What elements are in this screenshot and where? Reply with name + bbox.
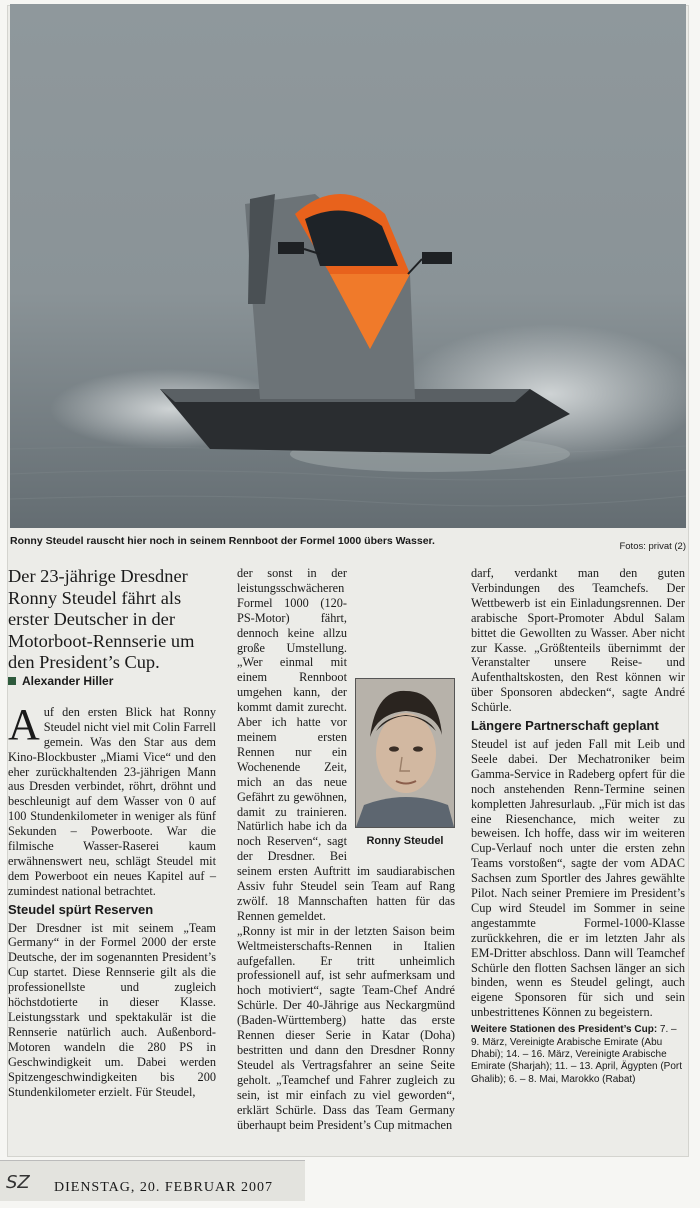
byline-square-icon (8, 677, 16, 685)
author-name: Alexander Hiller (22, 673, 114, 688)
paragraph-schuerle: „Ronny ist mir in der letzten Saison beim Weltmeisterschafts-Rennen in Italien aufgefallen. Er tritt unheimlich professionell auf, ist sehr aufmerksam und hoch motiviert“, sagte Team-Chef André Schürle. Der 40-Jährige aus Neckargmünd (Baden-Württemberg) hatte das erste Rennen dieser Serie in Katar (Doha) bestritten und dann den Dresdner Ronny Steudel als Vertragsfahrer an seine Seite geholt. „Teamchef und Fahrer zugleich zu sein, ist mir einfach zu viel geworden“, erklärt Schürle. Dass das Team Germany überhaupt beim President’s Cup mitmachen (237, 923, 455, 1132)
portrait-caption: Ronny Steudel (366, 835, 444, 847)
article-lead: Der 23-jährige Dresdner Ronny Steudel fährt als erster Deutscher in der Motorboot-Rennserie um den President’s Cup. (8, 566, 195, 673)
subhead-partnerschaft: Längere Partnerschaft geplant (471, 718, 659, 734)
race-stations (471, 1024, 685, 1086)
portrait-illustration (356, 679, 454, 827)
issue-date: DIENSTAG, 20. FEBRUAR 2007 (54, 1180, 273, 1195)
byline (8, 674, 216, 689)
dropcap: A (8, 699, 40, 749)
subhead-reserven: Steudel spürt Reserven (8, 901, 154, 917)
paragraph-team-germany: Der Dresdner ist mit seinem „Team Germany“ in der Formel 2000 der erste Deutsche, der im sogenannten President’s Cup startet. Diese Rennserie gilt als die professionellste und zugleich höchstdotierte in dieser Klasse. Leistungsstark und spektakulär ist die Rennserie natürlich auch. Außenbord-Motoren wandeln die 280 PS in Geschwindigkeit um. Dabei werden Spitzengeschwindigkeiten bis 200 Stundenkilometer erzielt. Für Steudel, (8, 920, 216, 1099)
stations-text: 7. – 9. März, Vereinigte Arabische Emirate (Abu Dhabi); 14. – 16. März, Vereinigte Arabische Emirate (Sharjah); 11. – 13. April, Ägypten (Port Ghalib); 6. – 8. Mai, Marokko (Rabat) (471, 1024, 683, 1085)
paragraph-jahresurlaub: Steudel ist auf jeden Fall mit Leib und Seele dabei. Der Mechatroniker beim Gamma-Service in Radeberg opfert für die noch anstehenden Renn-Termine seinen kompletten Jahresurlaub. „Für mich ist das eine Riesenchance, mich weiter zu beweisen. Ich hoffe, dass wir im weiteren Cup-Verlauf noch unter die ersten zehn Teams vorstoßen“, sagte der vom ADAC Sachsen zum Sportler des Jahres gewählte Pilot. Nach seiner Premiere im President’s Cup wird Steudel im Sommer in seine angestammte Formel-1000-Klasse zurückkehren, die er im letzten Jahr als EM-Dritter abschloss. Dann will Teamchef Schürle den flotten Sachsen länger an sich binden, wenn es Steudel gelingt, auch eigene Sponsoren für sich und sein unbestrittenes Können zu begeistern. (471, 736, 685, 1020)
powerboat-photo (10, 4, 686, 528)
paper-mark: SZ (6, 1172, 30, 1193)
paragraph-einladung: darf, verdankt man den guten Verbindungen des Teamchefs. Der Wettbewerb ist ein Einladungsrennen. Der arabische Sport-Promoter Abdul Salam bittet die Gewollten zu Wasser. Aber nicht zur Kasse. „Größtenteils übernimmt der Veranstalter unsere Reise- und Aufenthaltskosten, den Rest können wir über Sponsoren abdecken“, sagte André Schürle. (471, 566, 685, 715)
paragraph-umstellung: der sonst in der leistungsschwächeren Formel 1000 (120-PS-Motor) fährt, dennoch keine allzu große Umstellung. „Wer einmal mit einem Rennboot umgehen kann, der kommt damit zurecht. Aber ich hatte vor meinem ersten Rennen nur ein Wochenende Zeit, mich an das neue Gefährt zu gewöhnen, damit zu trainieren. Natürlich habe ich da noch Reserven“, sagt der Dresdner. Bei seinem ersten Auftritt im saudiarabischen Assiv fuhr Steudel sein Team auf Rang zwölf. 18 Mannschaften hatten für das Rennen gemeldet. (237, 566, 455, 923)
photo-credit: Fotos: privat (2) (619, 541, 686, 552)
intro-paragraph: Auf den ersten Blick hat Ronny Steudel nicht viel mit Colin Farrell gemein. Was den Star aus dem Kino-Blockbuster „Miami Vice“ und den eher zurückhaltenden 23-jährigen Mann aus Dresden verbindet, röhrt, dröhnt und beschleunigt auf dem Wasser von 0 auf 100 Stundenkilometer in weniger als fünf Sekunden – Powerboote. War die filmische Wasser-Raserei kaum erwähnenswert neu, schlägt Steudel mit dem Powerboot ein neues Kapitel auf – zumindest national betrachtet. (8, 699, 216, 898)
column-1 (8, 566, 216, 1099)
stations-title: Weitere Stationen des President’s Cup: (471, 1024, 658, 1036)
portrait-photo (355, 678, 455, 849)
column-3 (471, 566, 685, 1086)
photo-caption: Ronny Steudel rauscht hier noch in seinem Rennboot der Formel 1000 übers Wasser. (10, 535, 435, 547)
powerboat-illustration (10, 4, 686, 528)
column-2 (237, 566, 455, 1132)
